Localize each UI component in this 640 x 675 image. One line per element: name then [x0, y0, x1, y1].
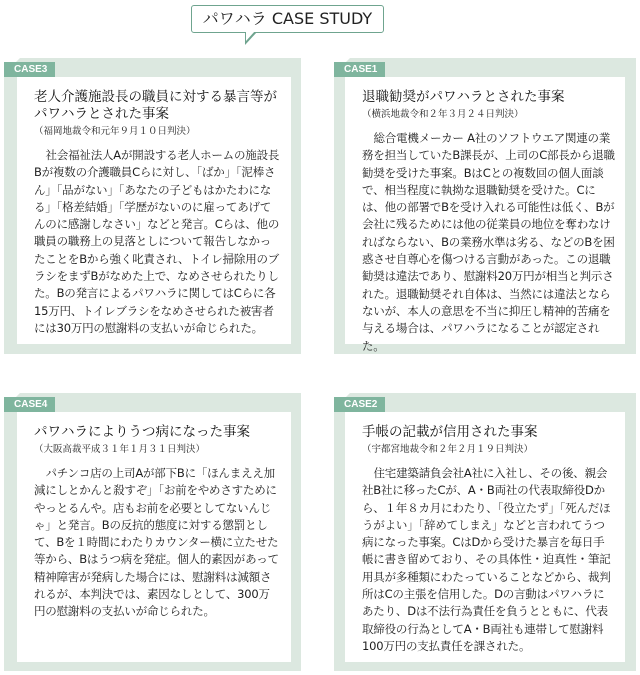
- case-body-4: パチンコ店の上司Aが部下Bに「ほんまええ加減にしとかんと殺すぞ」「お前をやめさすためにやっとるんや。店もお前を必要としてないんじゃ」と発言。Bの反抗的態度に対する懲罰として、Bを１時間にわたりカウンター横に立たせた等から、Bはうつ病を発症。個人的素因があって精神障害が発病した場合には、慰謝料は減額されるが、本判決では、素因なしとして、300万円の慰謝料の支払いが命じられた。: [34, 466, 279, 619]
- page-title: パワハラ CASE STUDY: [191, 5, 384, 33]
- case-title-4: パワハラによりうつ病になった事案: [34, 424, 250, 440]
- case-tag-1: CASE1: [334, 62, 385, 77]
- case-card-4: [17, 412, 291, 662]
- case-body-1: 総合電機メーカー A社のソフトウエア関連の業務を担当していたB課長が、上司のC部長から退職勧奨を受けた事案。BはCとの複数回の個人面談で、相当程度に執拗な退職勧奨を受けた。Cには、他の部署でBを受け入れる可能性は低く、Bが会社に残るためには他の従業員の地位を奪わなければならない、Bの業務水準は劣る、などのBを困惑させ自尊心を傷つける言動があった。この退職勧奨は違法であり、慰謝料20万円が相当と判示された。退職勧奨それ自体は、当然には違法とならないが、本人の意思を不当に抑圧し精神的苦痛を与える場合は、パワハラになることが認定された。: [362, 131, 615, 353]
- case-card-3: [17, 77, 291, 344]
- case-card-2: [345, 412, 625, 662]
- title-bubble-tail-fill: [246, 31, 255, 41]
- case-card-1: [345, 77, 625, 353]
- case-tag-2: CASE2: [334, 397, 385, 412]
- case-title-2: 手帳の記載が信用された事案: [362, 424, 538, 440]
- case-court-2: （宇都宮地裁令和２年２月１９日判決）: [362, 444, 534, 455]
- case-tag-4: CASE4: [4, 397, 55, 412]
- case-tag-3: CASE3: [4, 62, 55, 77]
- case-title-3: 老人介護施設長の職員に対する暴言等がパワハラとされた事案: [34, 89, 277, 122]
- case-court-1: （横浜地裁令和２年３月２４日判決）: [362, 109, 524, 120]
- case-court-4: （大阪高裁平成３１年１月３１日判決）: [34, 444, 206, 455]
- case-court-3: （福岡地裁令和元年９月１０日判決）: [34, 126, 196, 137]
- case-body-3: 社会福祉法人Aが開設する老人ホームの施設長Bが複数の介護職員Cらに対し、「ばか」「泥棒さん」「品がない」「あなたの子どもはかたわになる」「格差結婚」「学歴がないのに雇ってあげてんのに感謝しなさい」などと発言。Cらは、他の職員の職務上の見落としについて報告しなかったことをBから強く叱責され、トイレ掃除用のブラシをまずBがなめた上で、なめさせられたりした。Bの発言によるパワハラに関してはCらに各15万円、トイレブラシをなめさせられた被害者には30万円の慰謝料の支払いが命じられた。: [34, 148, 280, 335]
- case-title-1: 退職勧奨がパワハラとされた事案: [362, 89, 565, 105]
- case-body-2: 住宅建築請負会社A社に入社し、その後、親会社B社に移ったCが、A・B両社の代表取締役Dから、１年８カ月にわたり、「役立たず」「死んだほうがよい」「辞めてしまえ」などと言われてうつ病になった事案。CはDから受けた暴言を毎日手帳に書き留めており、その具体性・迫真性・筆記用具が多種類にわたっていることなどから、裁判所はCの主張を信用した。Dの言動はパワハラにあたり、Dは不法行為責任を負うとともに、代表取締役の行為としてA・B両社も連帯して慰謝料100万円の支払責任を課された。: [362, 466, 611, 653]
